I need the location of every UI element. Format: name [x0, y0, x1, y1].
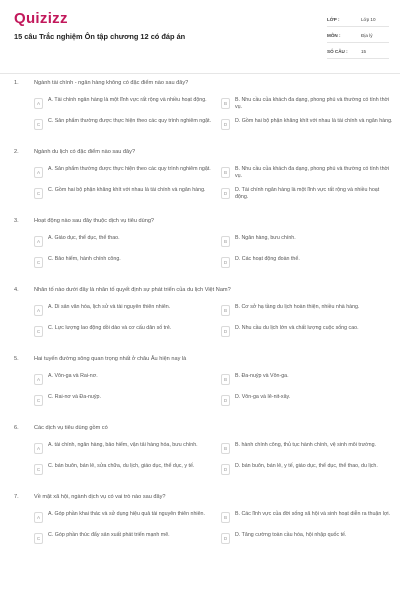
answer-option-a[interactable] — [34, 442, 215, 458]
answer-option-b[interactable] — [221, 304, 393, 320]
question-number: 6. — [14, 425, 19, 431]
question-text: Hai tuyến đường sông quan trọng nhất ở châu Âu hiện nay là — [34, 356, 187, 362]
option-letter-box: A — [34, 236, 43, 247]
option-text: D. Nhu cầu du lịch lớn và chất lượng cuộc sống cao. — [235, 325, 359, 331]
answer-option-c[interactable] — [34, 187, 215, 203]
option-letter-box: C — [34, 257, 43, 268]
page-header — [0, 0, 400, 74]
option-text: D. Vôn-ga và Iê-nit-xây. — [235, 394, 291, 400]
answer-option-d[interactable] — [221, 325, 393, 341]
answer-option-b[interactable] — [221, 97, 393, 113]
answer-option-b[interactable] — [221, 373, 393, 389]
option-letter-box: B — [221, 98, 230, 109]
option-letter-box: B — [221, 374, 230, 385]
option-text: A. Góp phần khai thác và sử dụng hiệu quả tài nguyên thiên nhiên. — [48, 511, 205, 517]
option-text: C. Lực lượng lao động dồi dào và cơ cấu dân số trẻ. — [48, 325, 172, 331]
question-text: Các dịch vụ tiêu dùng gồm có — [34, 425, 108, 431]
meta-value: Địa lý — [361, 32, 373, 38]
question-text: Ngành du lịch có đặc điểm nào sau đây? — [34, 149, 136, 155]
answer-option-d[interactable] — [221, 256, 393, 272]
answer-option-a[interactable] — [34, 166, 215, 182]
option-letter-box: D — [221, 464, 230, 475]
answer-options — [34, 97, 400, 134]
meta-key: MÔN : — [327, 32, 341, 38]
option-letter-box: A — [34, 305, 43, 316]
option-text: C. bán buôn, bán lẻ, sửa chữa, du lịch, giáo dục, thể dục, y tế. — [48, 463, 195, 469]
meta-row-class — [327, 12, 389, 27]
option-text: D. Gồm hai bộ phận khăng khít với nhau là tài chính và ngân hàng. — [235, 118, 393, 124]
meta-value: 15 — [361, 48, 367, 54]
answer-options — [34, 304, 400, 341]
option-text: B. Nhu cầu của khách đa dạng, phong phú và thường có tính thời vụ. — [235, 166, 390, 179]
option-text: D. Các hoạt động đoàn thể. — [235, 256, 300, 262]
question-block — [0, 356, 400, 410]
question-header — [0, 80, 400, 92]
question-block — [0, 80, 400, 134]
answer-options — [34, 442, 400, 479]
question-header — [0, 494, 400, 506]
option-letter-box: B — [221, 236, 230, 247]
answer-option-c[interactable] — [34, 118, 215, 134]
question-block — [0, 287, 400, 341]
answer-option-b[interactable] — [221, 166, 393, 182]
question-number: 7. — [14, 494, 19, 500]
option-letter-box: C — [34, 464, 43, 475]
answer-option-d[interactable] — [221, 532, 393, 548]
question-number: 2. — [14, 149, 19, 155]
meta-value: Lớp 10 — [361, 16, 376, 22]
option-text: C. Góp phần thúc đẩy sản xuất phát triển mạnh mẽ. — [48, 532, 170, 538]
question-number: 3. — [14, 218, 19, 224]
answer-option-d[interactable] — [221, 463, 393, 479]
answer-option-a[interactable] — [34, 97, 215, 113]
question-header — [0, 356, 400, 368]
option-letter-box: C — [34, 533, 43, 544]
option-text: B. Các lĩnh vực của đời sống xã hội và sinh hoạt diễn ra thuận lợi. — [235, 511, 391, 517]
option-text: A. Sản phẩm thường được thực hiện theo các quy trình nghiêm ngặt. — [48, 166, 211, 172]
meta-row-subject — [327, 28, 389, 43]
question-number: 4. — [14, 287, 19, 293]
question-header — [0, 287, 400, 299]
quizizz-logo: Quizizz — [14, 10, 68, 27]
answer-option-b[interactable] — [221, 235, 393, 251]
option-text: A. Vôn-ga và Rai-nơ. — [48, 373, 98, 379]
answer-option-c[interactable] — [34, 532, 215, 548]
option-text: A. Giáo dục, thể dục, thể thao. — [48, 235, 120, 241]
option-letter-box: B — [221, 512, 230, 523]
option-text: B. Đa-nuýp và Vôn-ga. — [235, 373, 289, 379]
option-letter-box: C — [34, 188, 43, 199]
meta-row-question-count — [327, 44, 389, 59]
option-text: C. Bảo hiểm, hành chính công. — [48, 256, 121, 262]
option-text: A. Di sản văn hóa, lịch sử và tài nguyên thiên nhiên. — [48, 304, 171, 310]
option-text: B. hành chính công, thủ tục hành chính, vệ sinh môi trường. — [235, 442, 376, 448]
answer-option-a[interactable] — [34, 373, 215, 389]
answer-option-b[interactable] — [221, 442, 393, 458]
option-letter-box: D — [221, 119, 230, 130]
option-text: C. Sản phẩm thường được thực hiện theo các quy trình nghiêm ngặt. — [48, 118, 212, 124]
answer-option-d[interactable] — [221, 118, 393, 134]
answer-option-a[interactable] — [34, 511, 215, 527]
answer-option-d[interactable] — [221, 187, 393, 203]
option-letter-box: B — [221, 305, 230, 316]
option-letter-box: B — [221, 167, 230, 178]
option-letter-box: A — [34, 98, 43, 109]
option-letter-box: D — [221, 395, 230, 406]
option-letter-box: A — [34, 512, 43, 523]
question-text: Về mặt xã hội, ngành dịch vụ có vai trò nào sau đây? — [34, 494, 166, 500]
question-block — [0, 494, 400, 548]
question-text: Nhân tố nào dưới đây là nhân tố quyết định sự phát triển của du lịch Việt Nam? — [34, 287, 231, 293]
answer-options — [34, 166, 400, 203]
answer-option-a[interactable] — [34, 235, 215, 251]
question-list — [0, 80, 400, 563]
answer-option-a[interactable] — [34, 304, 215, 320]
option-text: A. Tài chính ngân hàng là một lĩnh vực rất rộng và nhiều hoạt động. — [48, 97, 207, 103]
option-letter-box: D — [221, 188, 230, 199]
option-letter-box: D — [221, 533, 230, 544]
question-block — [0, 149, 400, 203]
option-letter-box: A — [34, 374, 43, 385]
meta-info-box — [327, 12, 389, 60]
option-text: A. tài chính, ngân hàng, bảo hiểm, vận tải hàng hóa, bưu chính. — [48, 442, 198, 448]
option-text: D. bán buôn, bán lẻ, y tế, giáo dục, thể dục, thể thao, du lịch. — [235, 463, 378, 469]
answer-option-c[interactable] — [34, 325, 215, 341]
answer-options — [34, 235, 400, 272]
meta-key: LỚP : — [327, 16, 340, 22]
question-text: Hoạt động nào sau đây thuộc dịch vụ tiêu dùng? — [34, 218, 155, 224]
answer-option-c[interactable] — [34, 463, 215, 479]
answer-option-b[interactable] — [221, 511, 393, 527]
option-letter-box: A — [34, 443, 43, 454]
option-text: D. Tài chính ngân hàng là một lĩnh vực rất rộng và nhiều hoạt động. — [235, 187, 380, 200]
question-number: 1. — [14, 80, 19, 86]
option-letter-box: C — [34, 326, 43, 337]
option-letter-box: C — [34, 119, 43, 130]
option-letter-box: B — [221, 443, 230, 454]
meta-key: SỐ CÂU : — [327, 48, 348, 54]
question-header — [0, 425, 400, 437]
question-block — [0, 425, 400, 479]
option-text: D. Tăng cường toàn cầu hóa, hội nhập quốc tế. — [235, 532, 347, 538]
question-number: 5. — [14, 356, 19, 362]
answer-option-c[interactable] — [34, 256, 215, 272]
question-header — [0, 218, 400, 230]
option-text: B. Nhu cầu của khách đa dạng, phong phú và thường có tính thời vụ. — [235, 97, 390, 110]
answer-options — [34, 511, 400, 548]
question-text: Ngành tài chính - ngân hàng không có đặc điểm nào sau đây? — [34, 80, 189, 86]
option-letter-box: D — [221, 326, 230, 337]
question-header — [0, 149, 400, 161]
option-text: B. Cơ sở hạ tầng du lịch hoàn thiện, nhiều nhà hàng. — [235, 304, 360, 310]
option-letter-box: C — [34, 395, 43, 406]
answer-option-d[interactable] — [221, 394, 393, 410]
answer-option-c[interactable] — [34, 394, 215, 410]
header-divider — [0, 73, 400, 74]
option-text: C. Gồm hai bộ phận khăng khít với nhau là tài chính và ngân hàng. — [48, 187, 206, 193]
option-text: B. Ngân hàng, bưu chính. — [235, 235, 296, 241]
option-text: C. Rai-nơ và Đa-nuýp. — [48, 394, 101, 400]
answer-options — [34, 373, 400, 410]
page-title: 15 câu Trắc nghiệm Ôn tập chương 12 có đáp án — [14, 32, 186, 41]
question-block — [0, 218, 400, 272]
option-letter-box: A — [34, 167, 43, 178]
option-letter-box: D — [221, 257, 230, 268]
